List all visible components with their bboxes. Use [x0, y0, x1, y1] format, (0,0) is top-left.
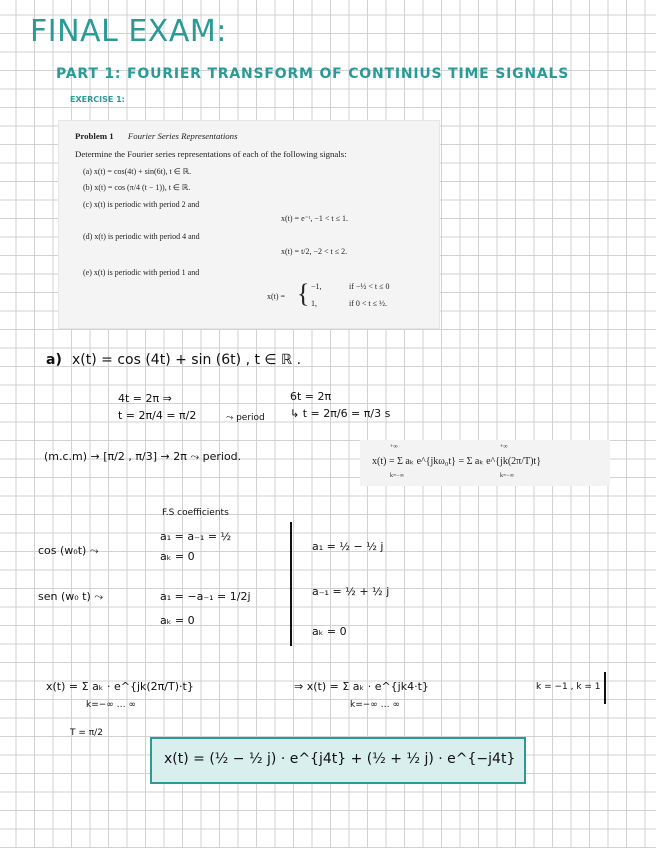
- cos-period-value: t = 2π/4 = π/2: [118, 409, 197, 422]
- sin-period-value: ↳ t = 2π/6 = π/3 s: [290, 407, 391, 420]
- sin-coefficient-2: aₖ = 0: [160, 614, 195, 627]
- sin-coefficient-label: sen (w₀ t) ⤳: [38, 590, 104, 603]
- problem-item-e-case2-condition: if 0 < t ≤ ½.: [349, 299, 388, 308]
- sum-lower-limit: k=−∞: [390, 473, 405, 479]
- synthesis-general-limits: k=−∞ … ∞: [86, 700, 137, 710]
- exercise-label: EXERCISE 1:: [70, 95, 125, 104]
- problem-heading: Problem 1 Fourier Series Representations: [75, 131, 238, 141]
- cos-coefficient-label: cos (w₀t) ⤳: [38, 544, 99, 557]
- page-title: FINAL EXAM:: [30, 14, 227, 49]
- period-T: T = π/2: [70, 728, 103, 738]
- period-annotation: ⤳ period: [226, 413, 265, 423]
- coefficient-divider: [290, 522, 292, 646]
- problem-item-e-case2-value: 1,: [311, 299, 317, 308]
- combined-coefficient-2: a₋₁ = ½ + ½ j: [312, 585, 390, 598]
- sum-upper-limit: +∞: [390, 444, 398, 450]
- k-values: k = −1 , k = 1: [536, 682, 601, 692]
- sum-lower-limit-2: k=−∞: [500, 473, 515, 479]
- cos-coefficient-2: aₖ = 0: [160, 550, 195, 563]
- problem-item-b: (b) x(t) = cos (π/4 (t − 1)), t ∈ ℝ.: [83, 183, 191, 192]
- final-result: x(t) = (½ − ½ j) · e^{j4t} + (½ + ½ j) · e^{−j4t}: [164, 751, 516, 767]
- cos-period-equation: 4t = 2π ⇒: [118, 392, 172, 405]
- combined-coefficient-1: a₁ = ½ − ½ j: [312, 540, 384, 553]
- problem-item-e: (e) x(t) is periodic with period 1 and: [83, 268, 200, 277]
- problem-item-e-lhs: x(t) =: [267, 292, 286, 301]
- piecewise-brace: {: [297, 279, 310, 308]
- final-result-box: [150, 737, 526, 784]
- combined-coefficient-3: aₖ = 0: [312, 625, 347, 638]
- problem-item-c-equation: x(t) = e⁻ᵗ, −1 < t ≤ 1.: [281, 214, 349, 223]
- part-a-label: a): [46, 352, 62, 368]
- synthesis-equation-specific: ⇒ x(t) = Σ aₖ · e^{jk4·t}: [294, 680, 429, 693]
- fourier-series-formula: [360, 440, 610, 486]
- problem-item-e-case1-value: −1,: [311, 282, 322, 291]
- problem-item-d-equation: x(t) = t/2, −2 < t ≤ 2.: [281, 247, 348, 256]
- fs-coefficients-heading: F.S coefficients: [162, 508, 229, 518]
- part-heading: PART 1: FOURIER TRANSFORM OF CONTINIUS TIME SIGNALS: [56, 66, 570, 82]
- problem-item-a: (a) x(t) = cos(4t) + sin(6t), t ∈ ℝ.: [83, 167, 192, 176]
- sin-coefficient-1: a₁ = −a₋₁ = 1/2j: [160, 590, 251, 603]
- sum-upper-limit-2: +∞: [500, 444, 508, 450]
- problem-item-c: (c) x(t) is periodic with period 2 and: [83, 200, 200, 209]
- problem-intro: Determine the Fourier series representations of each of the following signals:: [75, 149, 347, 159]
- synthesis-specific-limits: k=−∞ … ∞: [350, 700, 401, 710]
- lcm-line: (m.c.m) → [π/2 , π/3] → 2π ⤳ period.: [44, 450, 242, 463]
- problem-item-d: (d) x(t) is periodic with period 4 and: [83, 232, 200, 241]
- problem-item-e-case1-condition: if −½ < t ≤ 0: [349, 282, 390, 291]
- problem-statement: [58, 120, 440, 329]
- k-values-bar: [604, 672, 606, 704]
- part-a-signal: x(t) = cos (4t) + sin (6t) , t ∈ ℝ .: [72, 352, 302, 368]
- sin-period-equation: 6t = 2π: [290, 390, 332, 403]
- fourier-series-expression: x(t) = Σ aₖ e^{jkω₀t} = Σ aₖ e^{jk(2π/T)t}: [372, 456, 541, 467]
- cos-coefficient-1: a₁ = a₋₁ = ½: [160, 530, 232, 543]
- synthesis-equation-general: x(t) = Σ aₖ · e^{jk(2π/T)·t}: [46, 680, 194, 693]
